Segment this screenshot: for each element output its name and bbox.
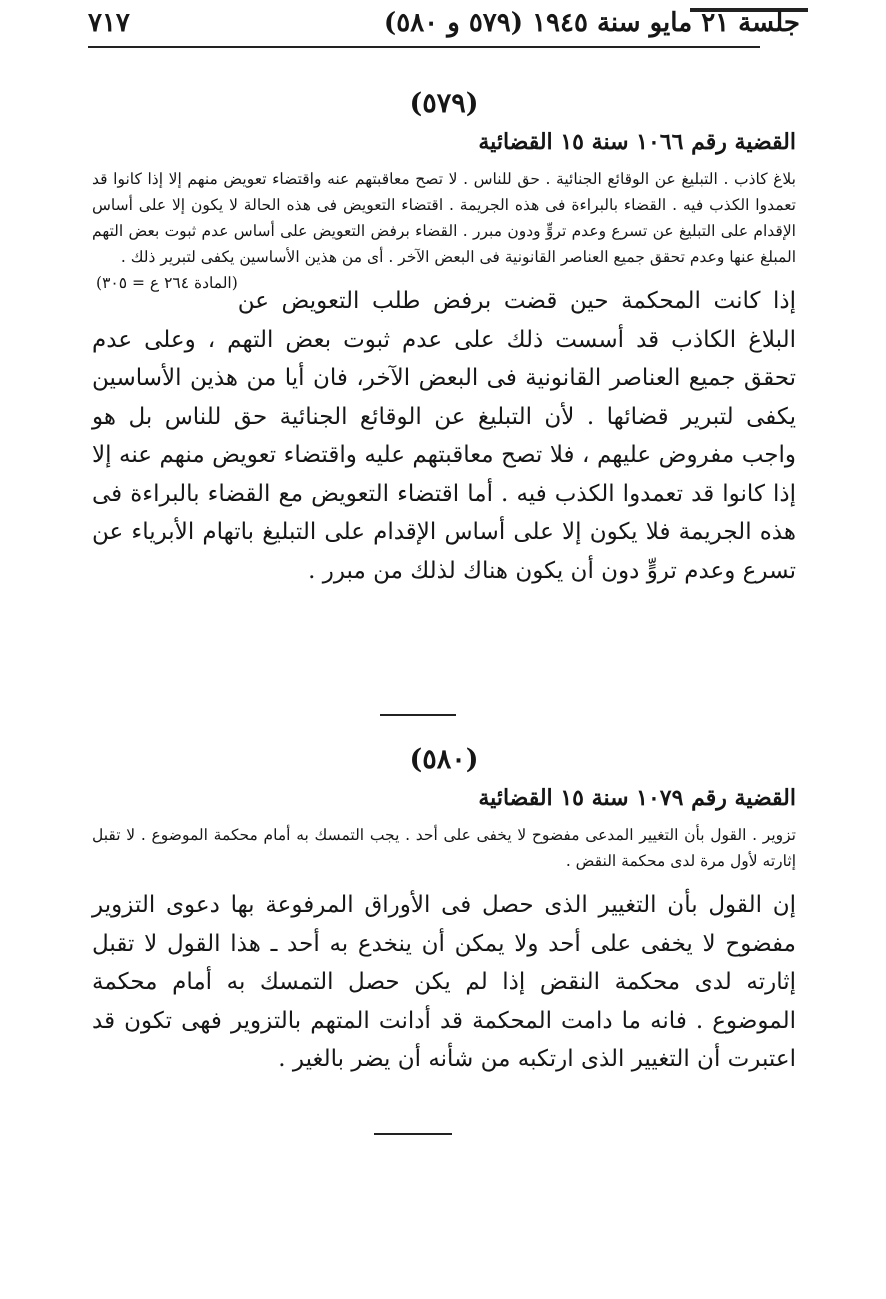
section-separator — [374, 1133, 452, 1135]
page-header — [88, 2, 800, 44]
case-title: القضية رقم ١٠٦٦ سنة ١٥ القضائية — [478, 129, 796, 155]
header-rule — [88, 46, 760, 48]
case-headnote — [92, 822, 796, 874]
headnote-text: تزوير . القول بأن التغيير المدعى مفضوح لا يخفى على أحد . يجب التمسك به أمام محكمة الموضوع . لا تقبل إثارته لأول مرة لدى محكمة النقض . — [92, 826, 796, 870]
case-number: (٥٧٩) — [409, 88, 479, 119]
case-headnote — [92, 166, 796, 292]
running-head: جلسة ٢١ مايو سنة ١٩٤٥ (٥٧٩ و ٥٨٠) — [383, 8, 800, 38]
case-section-580 — [92, 740, 796, 1079]
headnote-text: بلاغ كاذب . التبليغ عن الوقائع الجنائية . حق للناس . لا تصح معاقبتهم عنه واقتضاء تعويض منهم إلا إذا كانوا قد تعمدوا الكذب فيه . القضاء بالبراءة فى هذه الجريمة . اقتضاء التعويض فى هذه الحالة لا يكون إلا على أساس الإقدام على التبليغ عن تسرع وعدم تروٍّ ودون مبرر . القضاء برفض التعويض على أساس عدم ثبوت بعض التهم المبلغ عنها وعدم تحقق جميع العناصر القانونية فى البعض الآخر . أى من هذين الأساسين يكفى لتبرير ذلك . — [92, 170, 796, 266]
section-separator — [380, 714, 456, 716]
case-section-579 — [92, 84, 796, 590]
page-number: ٧١٧ — [88, 8, 130, 38]
case-body: إذا كانت المحكمة حين قضت برفض طلب التعويض عن البلاغ الكاذب قد أسست ذلك على عدم ثبوت بعض التهم ، وعلى عدم تحقق جميع العناصر القانونية فى البعض الآخر، فان أيا من هذين الأساسين يكفى لتبرير قضائها . لأن التبليغ عن الوقائع الجنائية حق للناس بل هو واجب مفروض عليهم ، فلا تصح معاقبتهم عليه واقتضاء تعويض منهم عنه إلا إذا كانوا قد تعمدوا الكذب فيه . أما اقتضاء التعويض مع القضاء بالبراءة فى هذه الجريمة فلا يكون إلا على أساس الإقدام على التبليغ باتهام الأبرياء عن تسرع وعدم تروٍّ دون أن يكون هناك لذلك من مبرر . — [92, 288, 796, 584]
case-number: (٥٨٠) — [409, 744, 479, 775]
case-body: إن القول بأن التغيير الذى حصل فى الأوراق المرفوعة بها دعوى التزوير مفضوح لا يخفى على أحد ولا يمكن أن ينخدع به أحد ـ هذا القول لا تقبل إثارته لدى محكمة النقض إذا لم يكن حصل التمسك به أمام محكمة الموضوع . فانه ما دامت المحكمة قد أدانت المتهم بالتزوير فهى تكون قد اعتبرت أن التغيير الذى ارتكبه من شأنه أن يضر بالغير . — [92, 892, 796, 1072]
article-reference: (المادة ٢٦٤ ع = ٣٠٥) — [96, 274, 238, 292]
case-title: القضية رقم ١٠٧٩ سنة ١٥ القضائية — [478, 785, 796, 811]
